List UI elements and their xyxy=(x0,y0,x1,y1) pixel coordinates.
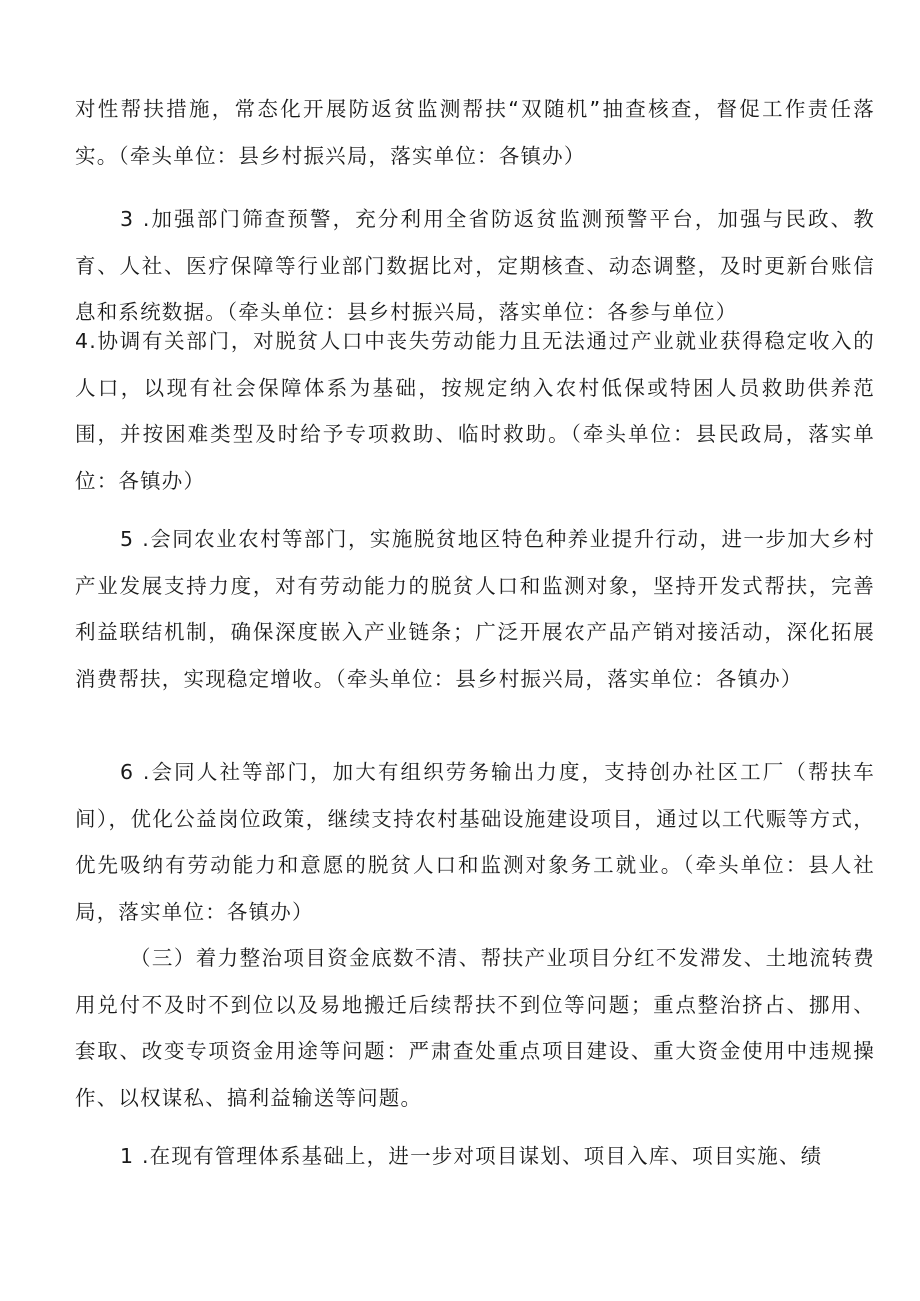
paragraph-section-3: （三）着力整治项目资金底数不清、帮扶产业项目分红不发滞发、土地流转费用兑付不及时不到位以及易地搬迁后续帮扶不到位等问题；重点整治挤占、挪用、套取、改变专项资金用途等问题：严肃查处重点项目建设、重大资金使用中违规操作、以权谋私、搞利益输送等问题。 xyxy=(75,946,875,1110)
paragraph-continuation: 对性帮扶措施，常态化开展防返贫监测帮扶“双随机”抽查核查，督促工作责任落实。（牵头单位：县乡村振兴局，落实单位：各镇办） xyxy=(75,97,875,168)
paragraph-item-5: 5 .会同农业农村等部门，实施脱贫地区特色种养业提升行动，进一步加大乡村产业发展支持力度，对有劳动能力的脱贫人口和监测对象，坚持开发式帮扶，完善利益联结机制，确保深度嵌入产业链条；广泛开展农产品产销对接活动，深化拓展消费帮扶，实现稳定增收。（牵头单位：县乡村振兴局，落实单位：各镇办） xyxy=(75,527,875,691)
paragraph-item-6: 6 .会同人社等部门，加大有组织劳务输出力度，支持创办社区工厂（帮扶车间），优化公益岗位政策，继续支持农村基础设施建设项目，通过以工代赈等方式，优先吸纳有劳动能力和意愿的脱贫人口和监测对象务工就业。（牵头单位：县人社局，落实单位：各镇办） xyxy=(75,760,875,924)
paragraph-item-3: 3 .加强部门筛查预警，充分利用全省防返贫监测预警平台，加强与民政、教育、人社、医疗保障等行业部门数据比对，定期核查、动态调整，及时更新台账信息和系统数据。（牵头单位：县乡村振兴局，落实单位：各参与单位） xyxy=(75,207,875,324)
paragraph-item-4: 4.协调有关部门，对脱贫人口中丧失劳动能力且无法通过产业就业获得稳定收入的人口，以现有社会保障体系为基础，按规定纳入农村低保或特困人员救助供养范围，并按困难类型及时给予专项救助、临时救助。（牵头单位：县民政局，落实单位：各镇办） xyxy=(75,329,875,493)
paragraph-item-1: 1 .在现有管理体系基础上，进一步对项目谋划、项目入库、项目实施、绩 xyxy=(120,1144,823,1168)
